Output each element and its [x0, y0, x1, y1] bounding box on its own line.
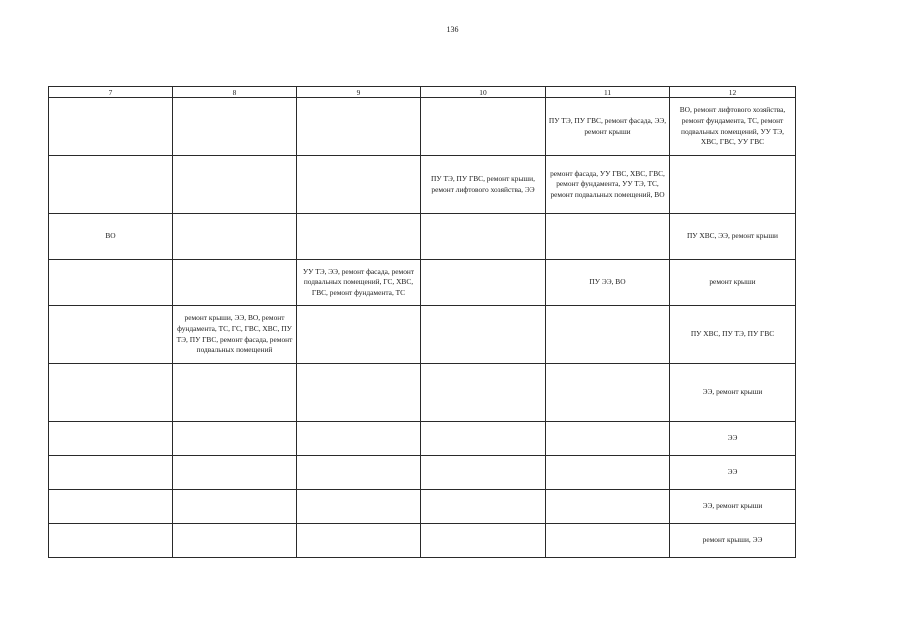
table-row	[49, 306, 796, 364]
table-cell	[49, 98, 173, 156]
table-row	[49, 260, 796, 306]
data-table	[48, 86, 796, 558]
column-header: 7	[49, 87, 173, 98]
table-cell	[173, 456, 297, 490]
column-header: 10	[421, 87, 546, 98]
table-cell	[173, 364, 297, 422]
table-cell: УУ ТЭ, ЭЭ, ремонт фасада, ремонт подвальных помещений, ГС, ХВС, ГВС, ремонт фундамента, ТС	[297, 260, 421, 306]
table-cell: ВО	[49, 214, 173, 260]
table-cell	[173, 490, 297, 524]
column-header: 11	[546, 87, 670, 98]
table-cell: ремонт фасада, УУ ГВС, ХВС, ГВС, ремонт фундамента, УУ ТЭ, ТС, ремонт подвальных помещений, ВО	[546, 156, 670, 214]
table-cell	[297, 422, 421, 456]
table-cell: ЭЭ	[670, 456, 796, 490]
table-cell	[173, 260, 297, 306]
table-cell	[49, 524, 173, 558]
table-cell	[546, 490, 670, 524]
column-header: 12	[670, 87, 796, 98]
table-cell: ЭЭ	[670, 422, 796, 456]
table-cell: ремонт крыши, ЭЭ	[670, 524, 796, 558]
table-cell	[297, 524, 421, 558]
table-cell	[297, 306, 421, 364]
table-cell	[546, 422, 670, 456]
table-cell	[421, 490, 546, 524]
table-cell: ВО, ремонт лифтового хозяйства, ремонт фундамента, ТС, ремонт подвальных помещений, УУ ТЭ, ХВС, ГВС, УУ ГВС	[670, 98, 796, 156]
table-cell: ПУ ТЭ, ПУ ГВС, ремонт фасада, ЭЭ, ремонт крыши	[546, 98, 670, 156]
page-number: 136	[446, 25, 459, 34]
column-header: 8	[173, 87, 297, 98]
table-row	[49, 490, 796, 524]
table-cell	[297, 456, 421, 490]
table-row	[49, 456, 796, 490]
table-row	[49, 156, 796, 214]
table-cell: ЭЭ, ремонт крыши	[670, 364, 796, 422]
table-cell	[421, 260, 546, 306]
table-cell	[49, 422, 173, 456]
table-cell: ПУ ХВС, ПУ ТЭ, ПУ ГВС	[670, 306, 796, 364]
table-cell	[49, 456, 173, 490]
table-cell	[297, 214, 421, 260]
table-cell	[173, 524, 297, 558]
table-cell: ремонт крыши, ЭЭ, ВО, ремонт фундамента, ТС, ГС, ГВС, ХВС, ПУ ТЭ, ПУ ГВС, ремонт фасада, ремонт подвальных помещений	[173, 306, 297, 364]
table-cell	[297, 156, 421, 214]
table-cell	[670, 156, 796, 214]
table-cell	[49, 490, 173, 524]
table-cell	[546, 364, 670, 422]
table-cell	[546, 214, 670, 260]
table-cell	[297, 490, 421, 524]
table-cell	[421, 214, 546, 260]
table-cell: ЭЭ, ремонт крыши	[670, 490, 796, 524]
table-cell	[173, 98, 297, 156]
table-cell	[546, 524, 670, 558]
table-cell	[421, 422, 546, 456]
table-cell	[49, 306, 173, 364]
table-cell	[173, 156, 297, 214]
table-cell: ремонт крыши	[670, 260, 796, 306]
table-cell	[49, 364, 173, 422]
table-row	[49, 214, 796, 260]
table-cell	[421, 364, 546, 422]
table-cell	[421, 306, 546, 364]
table-cell: ПУ ЭЭ, ВО	[546, 260, 670, 306]
table-cell	[421, 456, 546, 490]
table-cell: ПУ ХВС, ЭЭ, ремонт крыши	[670, 214, 796, 260]
table-row	[49, 98, 796, 156]
table-cell	[546, 306, 670, 364]
table-row	[49, 422, 796, 456]
table-cell: ПУ ТЭ, ПУ ГВС, ремонт крыши, ремонт лифтового хозяйства, ЭЭ	[421, 156, 546, 214]
table-cell	[546, 456, 670, 490]
table-cell	[49, 156, 173, 214]
table-row	[49, 364, 796, 422]
column-header: 9	[297, 87, 421, 98]
table-cell	[297, 98, 421, 156]
table-cell	[173, 422, 297, 456]
table-cell	[297, 364, 421, 422]
table-cell	[421, 98, 546, 156]
table-cell	[49, 260, 173, 306]
table-cell	[421, 524, 546, 558]
header-row	[49, 87, 796, 98]
table-row	[49, 524, 796, 558]
table-cell	[173, 214, 297, 260]
